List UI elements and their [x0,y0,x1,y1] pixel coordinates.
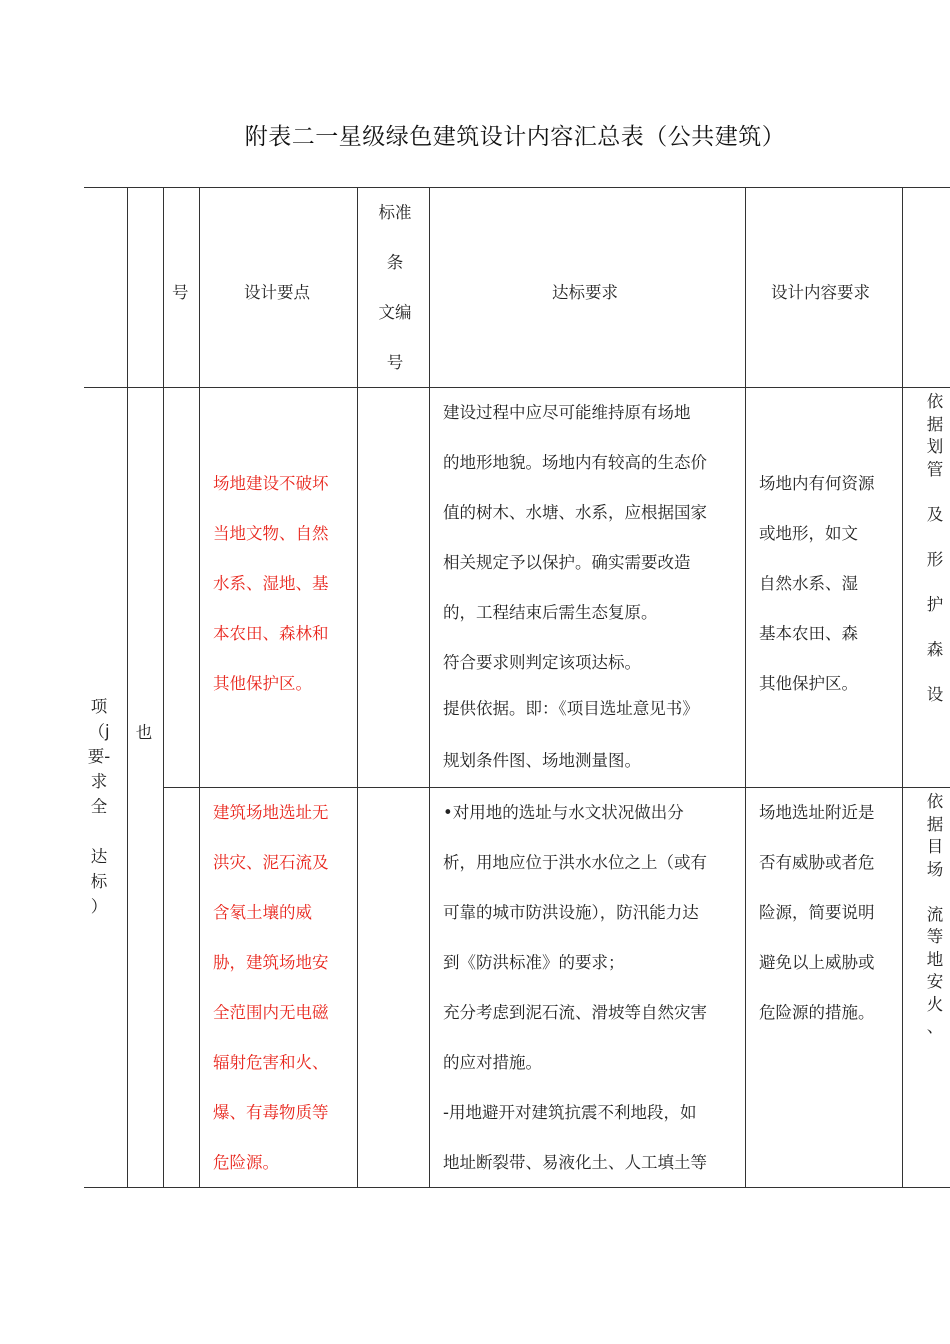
extra-column-row1: 依 据 划 管 及 形 护 森 设 [926,392,944,704]
table-top-border [84,187,950,188]
header-standard-number: 标准 条 文编 号 [378,203,412,372]
page-title: 附表二一星级绿色建筑设计内容汇总表（公共建筑） [244,124,786,150]
design-content-site-safety: 场地选址附近是 否有威胁或者危 险源，简要说明 避免以上威胁或 危险源的措施。 [759,803,875,1022]
header-design-points: 设计要点 [244,283,310,302]
col-border-1 [127,187,128,1188]
col-border-4 [357,187,358,1188]
col-border-7 [902,187,903,1188]
header-hao: 号 [172,283,189,302]
requirement-site-protection: 建设过程中应尽可能维持原有场地 的地形地貌。场地内有较高的生态价 值的树木、水塘、水系，应根据国家 相关规定予以保护。确实需要改造 的，工程结束后需生态复原。 符合要求则判定该项达标。 [443,403,707,672]
requirement-evidence: 提供依据。即：《项目选址意见书》 规划条件图、场地测量图。 [443,699,699,770]
header-requirements: 达标要求 [552,283,618,302]
category-label: 项 （j 要- 求 全 达 标 ） [87,697,111,916]
header-design-content: 设计内容要求 [771,283,870,302]
col-border-2 [163,187,164,1188]
requirement-site-safety: •对用地的选址与水文状况做出分 析，用地应位于洪水水位之上（或有 可靠的城市防洪设施），防汛能力达 到《防洪标准》的要求； 充分考虑到泥石流、滑坡等自然灾害 的应对措施。 -用地避开对建筑抗震不利地段，如 地址断裂带、易液化土、人工填土等 [443,803,707,1172]
design-point-site-protection: 场地建设不破坏 当地文物、自然 水系、湿地、基 本农田、森林和 其他保护区。 [213,474,329,693]
col-border-5 [429,187,430,1188]
design-content-site-protection: 场地内有何资源 或地形，如文 自然水系、湿 基本农田、森 其他保护区。 [759,474,875,693]
design-point-site-safety: 建筑场地选址无 洪灾、泥石流及 含氡土壤的威 胁，建筑场地安 全范围内无电磁 辐射危害和火、 爆、有毒物质等 危险源。 [213,803,329,1172]
col-border-3 [199,187,200,1188]
col-border-6 [745,187,746,1188]
extra-column-row2: 依 据 目 场 流 等 地 安 火 、 [926,792,944,1036]
sub-category-label: 也 [135,723,153,742]
